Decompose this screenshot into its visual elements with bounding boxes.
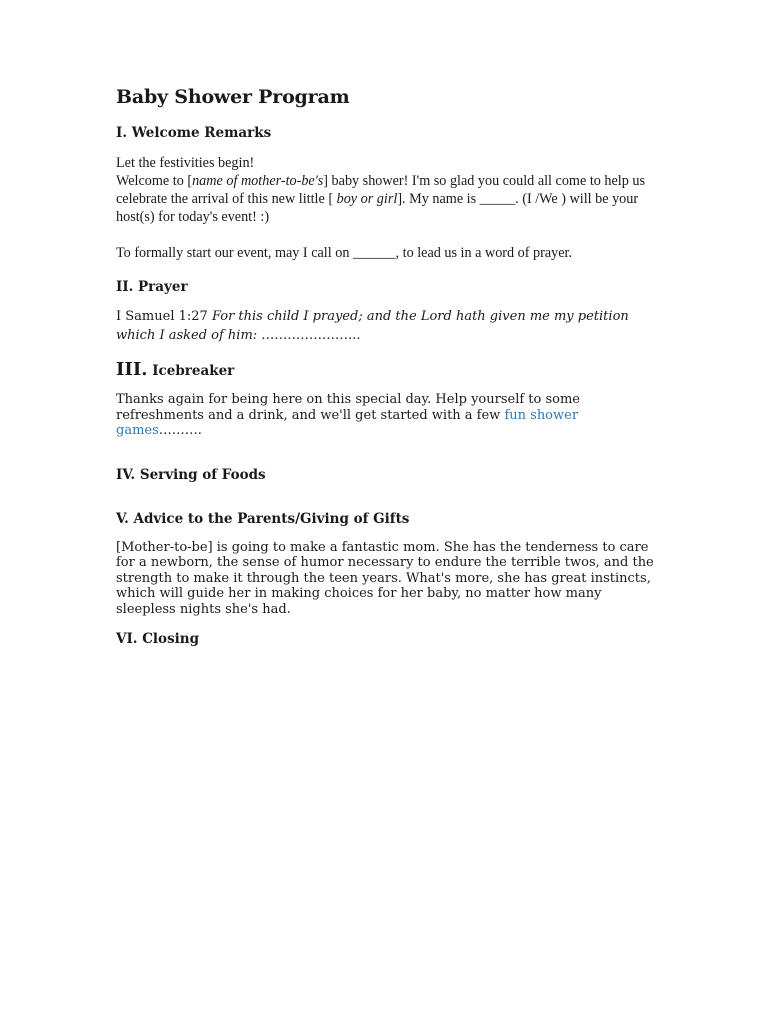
icebreaker-paragraph [116,392,656,439]
fun-shower-games-link[interactable]: fun shower games [116,407,579,438]
verse-reference: I Samuel 1:27 [116,309,212,324]
verse-text: For this child I prayed; and the Lord hath given me my petition which I asked of him: [116,309,629,343]
prayer-call-paragraph: To formally start our event, may I call on ______, to lead us in a word of prayer. [116,245,573,261]
section-heading-foods: IV. Serving of Foods [116,466,266,483]
section-heading-advice: V. Advice to the Parents/Giving of Gifts [116,510,410,527]
icebreaker-heading-text: Icebreaker [147,363,235,379]
icebreaker-roman-numeral: III. [116,359,148,380]
mother-name-placeholder: name of mother-to-be's [192,173,324,189]
icebreaker-text-a: Thanks again for being here on this special day. Help yourself to some refreshments and a drink, and we'll get started with a few [116,392,581,423]
section-heading-prayer: II. Prayer [116,279,188,295]
verse-dots: ………………….. [257,328,361,343]
festivities-line: Let the festivities begin! [116,155,255,171]
gender-placeholder: boy or girl [333,191,398,207]
document-page [116,84,656,648]
welcome-paragraph [116,154,656,226]
welcome-text-a: Welcome to [ [116,173,193,189]
welcome-text-c: ]. My name is _____. (I /We ) will be your host(s) for today's event! :) [116,191,639,225]
advice-paragraph: [Mother-to-be] is going to make a fantastic mom. She has the tenderness to care for a newborn, the sense of humor necessary to endure the terrible twos, and the strength to make it through the teen years. What's more, she has great instincts, which will guide her in making choices for her baby, no matter how many sleepless nights she's had. [116,539,654,617]
section-heading-icebreaker [116,359,656,382]
document-title: Baby Shower Program [116,86,350,108]
welcome-text-b: ] baby shower! I'm so glad you could all come to help us celebrate the arrival of this new little [ [116,173,645,207]
prayer-verse [116,307,656,345]
section-heading-welcome: I. Welcome Remarks [116,125,272,141]
section-heading-closing: VI. Closing [116,631,200,647]
icebreaker-text-b: ………. [158,423,202,438]
